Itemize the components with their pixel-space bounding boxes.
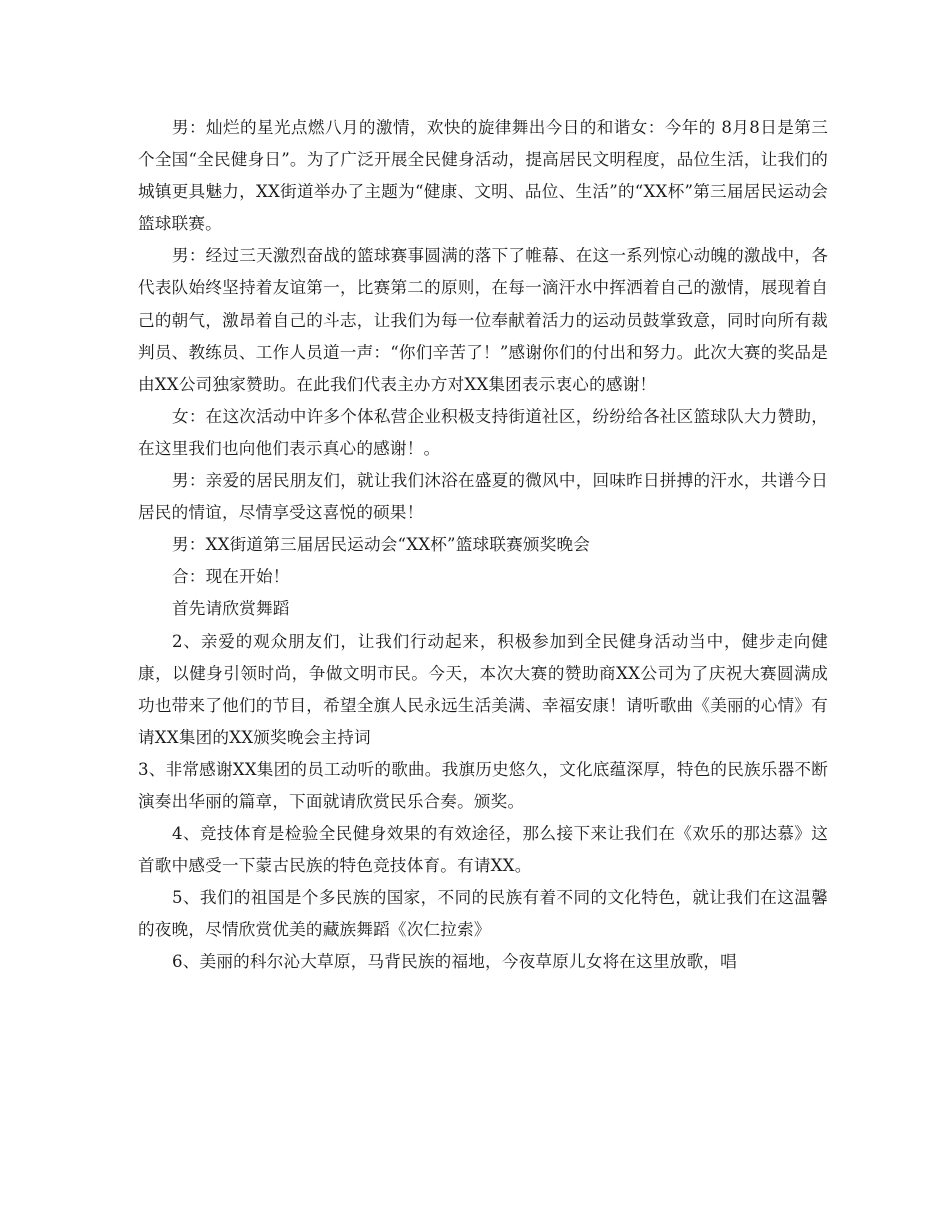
paragraph-thanks-sponsor: 男：经过三天激烈奋战的篮球赛事圆满的落下了帷幕、在这一系列惊心动魄的激战中，各代表队始终坚持着友谊第一，比赛第二的原则，在每一滴汗水中挥洒着自己的激情，展现着自己的朝气，激昂着自己的斗志，让我们为每一位奉献着活力的运动员鼓掌致意，同时向所有裁判员、教练员、工作人员道一声：“你们辛苦了！”感谢你们的付出和努力。此次大赛的奖品是由XX公司独家赞助。在此我们代表主办方对XX集团表示衷心的感谢！	[138, 246, 828, 394]
paragraph-start: 合：现在开始！	[172, 567, 290, 587]
paragraph-item-2: 2、亲爱的观众朋友们，让我们行动起来，积极参加到全民健身活动当中，健步走向健康，以健身引领时尚，争做文明市民。今天，本次大赛的赞助商XX公司为了庆祝大赛圆满成功也带来了他们的节目，希望全旗人民永远生活美满、幸福安康！请听歌曲《美丽的心情》有请XX集团的XX颁奖晚会主持词	[138, 631, 828, 747]
paragraph-gala-title: 男：XX街道第三届居民运动会“XX杯”篮球联赛颁奖晚会	[172, 535, 591, 555]
paragraph-thanks-enterprises: 女：在这次活动中许多个体私营企业积极支持街道社区，纷纷给各社区篮球队大力赞助，在这里我们也向他们表示真心的感谢！。	[138, 406, 828, 458]
paragraph-residents: 男：亲爱的居民朋友们，就让我们沐浴在盛夏的微风中，回味昨日拼搏的汗水，共谱今日居民的情谊，尽情享受这喜悦的硕果！	[138, 471, 828, 523]
paragraph-opening: 男：灿烂的星光点燃八月的激情，欢快的旋律舞出今日的和谐女：今年的 8月8日是第三个全国“全民健身日”。为了广泛开展全民健身活动，提高居民文明程度，品位生活，让我们的城镇更具魅力，XX街道举办了主题为“健康、文明、品位、生活”的“XX杯”第三届居民运动会篮球联赛。	[138, 118, 828, 234]
paragraph-dance: 首先请欣赏舞蹈	[172, 599, 290, 619]
document-body	[138, 112, 828, 979]
paragraph-item-6: 6、美丽的科尔沁大草原，马背民族的福地，今夜草原儿女将在这里放歌，唱	[172, 952, 737, 972]
paragraph-item-4: 4、竞技体育是检验全民健身效果的有效途径，那么接下来让我们在《欢乐的那达慕》这首歌中感受一下蒙古民族的特色竞技体育。有请XX。	[138, 824, 828, 876]
paragraph-item-5: 5、我们的祖国是个多民族的国家，不同的民族有着不同的文化特色，就让我们在这温馨的夜晚，尽情欣赏优美的藏族舞蹈《次仁拉索》	[138, 888, 828, 940]
paragraph-item-3: 3、非常感谢XX集团的员工动听的歌曲。我旗历史悠久，文化底蕴深厚，特色的民族乐器不断演奏出华丽的篇章，下面就请欣赏民乐合奏。颁奖。	[138, 759, 828, 811]
